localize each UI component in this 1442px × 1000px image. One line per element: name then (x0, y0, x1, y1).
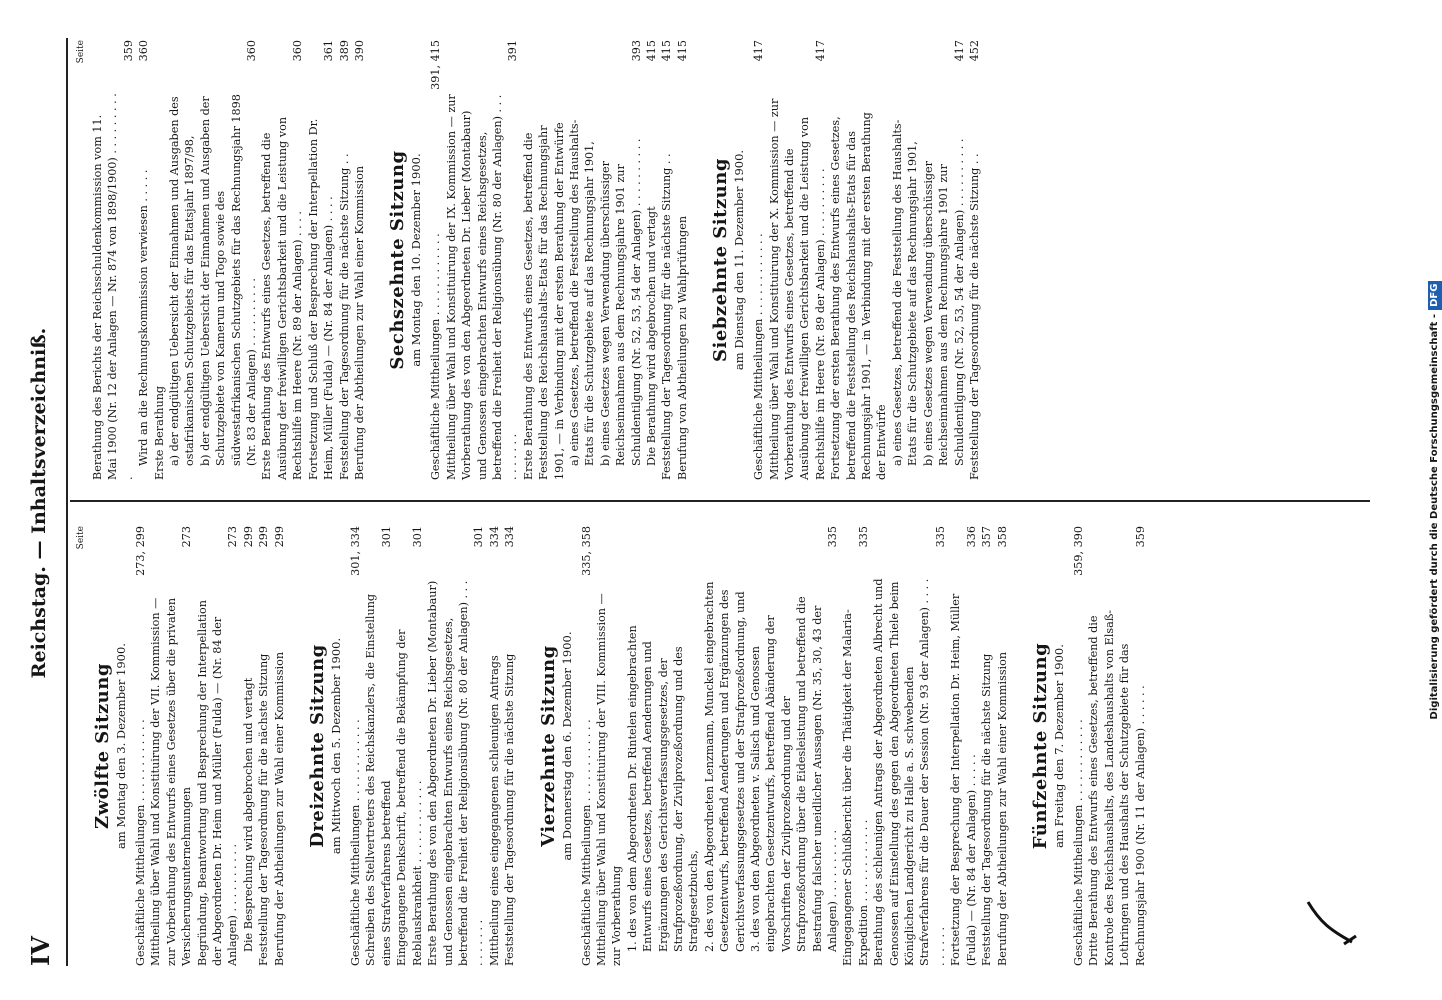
entry-page-number: 415 (675, 40, 689, 62)
entry-text: Geschäftliche Mittheilungen . . . . . . . . . . . . (429, 233, 443, 480)
entry-page-number: 391, 415 (429, 40, 443, 90)
toc-entry (136, 40, 151, 480)
toc-entry (1086, 526, 1148, 966)
entry-page-number: 335 (826, 526, 840, 548)
toc-entry (871, 526, 948, 966)
entry-text: b) eines Gesetzes wegen Verwendung überschüssiger Reichseinnahmen aus dem Rechnungsjahre 1901 zur Schuldentilgung (Nr. 52, 53, 54 der Anlagen) . . . . . . . . . . (921, 138, 966, 466)
entry-page-number: 301 (410, 526, 424, 548)
toc-entry (148, 526, 194, 966)
credit-text: Digitalisierung gefördert durch die Deutsche Forschungsgemeinschaft - (1429, 313, 1440, 720)
toc-entry (259, 40, 305, 480)
toc-entry (921, 40, 967, 480)
toc-entry (90, 40, 136, 480)
toc-entry (644, 40, 659, 480)
continued-entries (90, 40, 381, 480)
toc-entry (487, 526, 502, 966)
entry-text: Wird an die Rechnungskommission verwiesen . . . . . (137, 169, 151, 466)
entry-page-number: 334 (487, 526, 501, 548)
entry-text: Feststellung der Tagesordnung für die nächste Sitzung (503, 653, 517, 966)
entry-page-number: 334 (503, 526, 517, 548)
entry-text: 3. des von den Abgeordneten v. Salisch und Genossen eingebrachten Gesetzentwurfs, betreffend Abänderung der Vorschriften der Zivilprozeßordnung und der Strafprozeßordnung über die Eidesleistung und betreffend die Bestrafung falscher uneidlicher Aussagen (Nr. 35, 30, 43 der Anlagen) . . . . . . . . . . (749, 596, 840, 952)
entry-page-number: 393 (629, 40, 643, 62)
toc-entry (152, 40, 167, 480)
entry-text: Berufung der Abtheilungen zur Wahl einer Kommission (995, 651, 1009, 966)
digitization-credit (1408, 0, 1440, 1000)
entry-text: 1. des von dem Abgeordneten Dr. Rintelen eingebrachten Entwurfs eines Gesetzes, betreffend Aenderungen und Ergänzungen des Gerichtsverfassungsgesetzes, der Strafprozeßordnung, der Zivilprozeßordnung und des Strafgesetzbuchs, (625, 625, 701, 952)
toc-entry (567, 40, 598, 480)
entry-text: Die Berathung wird abgebrochen und vertagt (645, 206, 658, 466)
entry-text: a) eines Gesetzes, betreffend die Feststellung des Haushalts-Etats für die Schutzgebiete auf das Rechnungsjahr 1901, (890, 119, 920, 466)
page-number: IV (26, 936, 55, 966)
toc-entry (828, 40, 890, 480)
toc-entry (272, 526, 287, 966)
entry-text: Feststellung der Tagesordnung für die nächste Sitzung (980, 653, 994, 966)
session-block (307, 526, 531, 966)
entry-page-number: 452 (967, 40, 981, 62)
session-title: Vierzehnte Sitzung (537, 645, 559, 847)
entry-text: Mittheilung über Wahl und Konstituirung der IX. Kommission — zur Vorberathung des von den Abgeordneten Dr. Lieber (Montabaur) und Genossen eingebrachten Entwurfs eines Reichsgesetzes, betreffend die Freiheit der Religionsübung (Nr. 80 der Anlagen) . . . . . . . . . . (444, 94, 520, 480)
entry-text: b) der endgültigen Uebersicht der Einnahmen und Ausgaben der Schutzgebiete von Kamerun und Togo sowie des südwestafrikanischen Schutzgebiets für das Rechnungsjahr 1898 (Nr. 83 der Anlagen) . . . . . . . . . . (198, 94, 259, 466)
entry-page-number: 335 (933, 526, 947, 548)
toc-entry (675, 40, 690, 480)
session-date: am Mittwoch den 5. Dezember 1900. (329, 637, 344, 855)
entry-text: Berufung von Abtheilungen zu Wahlprüfungen (675, 215, 689, 480)
handwritten-check-mark (1300, 890, 1360, 950)
toc-entry (241, 526, 256, 966)
toc-entry (948, 526, 979, 966)
entry-text: Eingegangene Denkschrift, betreffend die Bekämpfung der Reblauskrankheit . . . . . . . . . . . . (395, 629, 424, 966)
entry-page-number: 335 (856, 526, 870, 548)
toc-entry (598, 40, 644, 480)
toc-entry (167, 40, 198, 480)
entry-page-number: 301, 334 (349, 526, 363, 576)
entry-page-number: 359, 390 (1071, 526, 1085, 576)
entry-page-number: 299 (257, 526, 271, 548)
entry-text: Berathung des Berichts der Reichsschuldenkommission vom 11. Mai 1900 (Nr. 12 der Anlagen — Nr. 874 von 1898/1900) . . . . . . . . . . (91, 93, 135, 480)
session-date: am Dienstag den 11. Dezember 1900. (732, 149, 747, 371)
session-block (92, 526, 301, 966)
entry-text: Feststellung der Tagesordnung für die nächste Sitzung (257, 653, 271, 966)
entry-text: Fortsetzung der ersten Berathung des Entwurfs eines Gesetzes, betreffend die Feststellung des Reichshaushalts-Etats für das Rechnungsjahr 1901, — in Verbindung mit der ersten Berathung der Entwürfe (829, 112, 889, 480)
toc-entry (751, 40, 766, 480)
toc-entry (306, 40, 337, 480)
toc-entry (625, 526, 702, 966)
entry-text: Fortsetzung und Schluß der Besprechung der Interpellation Dr. Heim, Müller (Fulda) — (Nr. 84 der Anlagen) . . . . (306, 118, 336, 480)
toc-entry (767, 40, 829, 480)
seite-label: Seite (76, 40, 86, 64)
toc-entry (195, 526, 241, 966)
entry-page-number: 273 (226, 526, 240, 548)
session-title: Dreizehnte Sitzung (307, 644, 329, 848)
header-rule (66, 38, 68, 966)
entry-text: Feststellung der Tagesordnung für die nächste Sitzung . . (337, 153, 351, 480)
entry-text: Feststellung der Tagesordnung für die nächste Sitzung . . (660, 153, 674, 480)
entry-text: Erste Berathung (152, 385, 166, 480)
entry-page-number: 301 (472, 526, 486, 548)
entry-page-number: 336 (964, 526, 978, 548)
session-title: Fünfzehnte Sitzung (1029, 642, 1051, 850)
entry-page-number: 360 (137, 40, 151, 62)
seite-label: Seite (76, 526, 86, 550)
entry-text: Dritte Berathung des Entwurfs eines Gesetzes, betreffend die Kontrole des Reichshaushalts, des Landeshaushalts von Elsaß-Lothringen und des Haushalts der Schutzgebiete für das Rechnungsjahr 1900 (Nr. 11 der Anlagen) . . . . . . (1087, 609, 1147, 966)
entry-page-number: 390 (352, 40, 366, 62)
session-date: am Montag den 10. Dezember 1900. (409, 153, 424, 367)
session-block (1030, 526, 1162, 966)
toc-entry (428, 40, 443, 480)
right-column (76, 40, 996, 480)
toc-entry (394, 526, 425, 966)
entry-text: Begründung, Beantwortung und Besprechung der Interpellation der Abgeordneten Dr. Heim und Müller (Fulda) — (Nr. 84 der Anlagen) . . . . . . . . . . (195, 600, 240, 966)
toc-entry (1071, 526, 1086, 966)
toc-entry (256, 526, 271, 966)
entry-text: Geschäftliche Mittheilungen . . . . . . . . . . . . (579, 719, 593, 966)
entry-page-number: 359 (121, 40, 135, 62)
entry-page-number: 335, 358 (579, 526, 593, 576)
entry-text: Mittheilung über Wahl und Konstituirung der X. Kommission — zur Vorberathung des Entwurfs eines Gesetzes, betreffend die Ausübung der freiwilligen Gerichtsbarkeit und die Leistung von Rechtshilfe im Heere (Nr. 89 der Anlagen) . . . . . . . . . . (767, 98, 827, 480)
entry-page-number: 361 (322, 40, 336, 62)
entry-text: Berathung des schleunigen Antrags der Abgeordneten Albrecht und Genossen auf Einstellung des gegen den Abgeordneten Thiele beim Königlichen Landgericht zu Halle a. S. schwebenden Strafverfahrens für die Dauer der Session (Nr. 93 der Anlagen) . . . . . . . . . . (872, 578, 947, 966)
toc-entry (659, 40, 674, 480)
entry-text: a) der endgültigen Uebersicht der Einnahmen und Ausgaben des ostafrikanischen Schutzgebiets für das Etatsjahr 1897/98, (168, 96, 197, 466)
toc-entry (521, 40, 567, 480)
toc-entry (702, 526, 748, 966)
entry-page-number: 299 (272, 526, 286, 548)
entry-text: Erste Berathung des von den Abgeordneten Dr. Lieber (Montabaur) und Genossen eingebrachten Entwurfs eines Reichsgesetzes, betreffend die Freiheit der Religionsübung (Nr. 80 der Anlagen) . . . . . . . . . . (426, 580, 486, 966)
entry-text: Geschäftliche Mittheilungen . . . . . . . . . . . . (134, 719, 147, 966)
toc-entry (840, 526, 871, 966)
entry-page-number: 359 (1133, 526, 1147, 548)
entry-text: Berufung der Abtheilungen zur Wahl einer Kommission (272, 651, 286, 966)
entry-text: Geschäftliche Mittheilungen . . . . . . . . . . . . (1071, 719, 1085, 966)
entry-text: Feststellung der Tagesordnung für die nächste Sitzung . . (967, 153, 981, 480)
entry-text: a) eines Gesetzes, betreffend die Feststellung des Haushalts-Etats für die Schutzgebiete auf das Rechnungsjahr 1901, (567, 119, 597, 466)
toc-entry (337, 40, 352, 480)
entry-page-number: 358 (995, 526, 1009, 548)
entry-page-number: 360 (245, 40, 259, 62)
entry-text: Fortsetzung der Besprechung der Interpellation Dr. Heim, Müller (Fulda) — (Nr. 84 der Anlagen) . . . . . (949, 593, 978, 966)
entry-text: Eingegangener Schlußbericht über die Thätigkeit der Malaria-Expedition . . . . . . . . . . . . (841, 609, 870, 966)
entry-page-number: 360 (291, 40, 305, 62)
toc-entry (995, 526, 1010, 966)
left-column (76, 526, 1162, 966)
entry-page-number: 391 (506, 40, 520, 62)
entry-text: Geschäftliche Mittheilungen . . . . . . . . . . . . (349, 719, 363, 966)
entry-page-number: 273 (180, 526, 194, 548)
entry-text: Erste Berathung des Entwurfs eines Gesetzes, betreffend die Feststellung des Reichshaushalts-Etats für das Rechnungsjahr 1901, — in Verbindung mit der ersten Berathung der Entwürfe (521, 122, 566, 480)
toc-entry (198, 40, 260, 480)
session-title: Zwölfte Sitzung (92, 663, 113, 829)
entry-text: Berufung der Abtheilungen zur Wahl einer Kommission (352, 165, 366, 480)
toc-entry (979, 526, 994, 966)
entry-text: Mittheilung über Wahl und Konstituirung der VIII. Kommission — zur Vorberathung (594, 593, 624, 966)
session-date: am Montag den 3. Dezember 1900. (114, 643, 128, 849)
session-date: am Donnerstag den 6. Dezember 1900. (559, 631, 574, 861)
entry-page-number: 357 (980, 526, 994, 548)
entry-page-number: 273, 299 (134, 526, 147, 576)
entry-text: Die Besprechung wird abgebrochen und vertagt (241, 677, 255, 952)
entry-text: Schreiben des Stellvertreters des Reichskanzlers, die Einstellung eines Strafverfahrens betreffend (364, 593, 393, 966)
toc-entry (444, 40, 521, 480)
entry-page-number: 417 (813, 40, 827, 62)
entry-page-number: 389 (337, 40, 351, 62)
entry-page-number: 415 (660, 40, 674, 62)
entry-text: 2. des von den Abgeordneten Lenzmann, Munckel eingebrachten Gesetzentwurfs, betreffend Aenderungen und Ergänzungen des Gerichtsverfassungsgesetzes und der Strafprozeßordnung, und (702, 581, 747, 952)
toc-entry (594, 526, 625, 966)
toc-entry (502, 526, 517, 966)
toc-entry (352, 40, 367, 480)
entry-text: Mittheilung eines eingegangenen schleunigen Antrags (487, 655, 501, 966)
toc-entry (133, 526, 148, 966)
session-title: Siebzehnte Sitzung (710, 158, 732, 362)
toc-entry (967, 40, 982, 480)
column-divider (70, 500, 1370, 502)
session-block (710, 40, 996, 480)
dfg-logo: DFG (1428, 281, 1442, 310)
toc-entry (363, 526, 394, 966)
toc-entry (748, 526, 840, 966)
entry-text: Erste Berathung des Entwurfs eines Gesetzes, betreffend die Ausübung der freiwilligen Gerichtsbarkeit und die Leistung von Rechtshilfe im Heere (Nr. 89 der Anlagen) . . . . (260, 116, 305, 480)
session-title: Sechszehnte Sitzung (387, 150, 409, 370)
entry-text: Mittheilung über Wahl und Konstituirung der VII. Kommission — zur Vorberathung des Entwurfs eines Gesetzes über die privaten Versicherungsunternehmungen (149, 597, 194, 966)
session-date: am Freitag den 7. Dezember 1900. (1051, 644, 1066, 848)
entry-text: b) eines Gesetzes wegen Verwendung überschüssiger Reichseinnahmen aus dem Rechnungsjahre 1901 zur Schuldentilgung (Nr. 52, 53, 54 der Anlagen) . . . . . . . . . . (598, 138, 643, 466)
entry-page-number: 417 (752, 40, 766, 62)
page-title: Reichstag. — Inhaltsverzeichniß. (28, 327, 50, 679)
entry-page-number: 415 (645, 40, 658, 62)
entry-page-number: 417 (952, 40, 966, 62)
toc-entry (579, 526, 594, 966)
toc-entry (348, 526, 363, 966)
entry-page-number: 301 (379, 526, 393, 548)
toc-entry (890, 40, 921, 480)
page-header (22, 40, 62, 966)
session-block (538, 526, 1024, 966)
entry-page-number: 299 (241, 526, 255, 548)
session-block (387, 40, 704, 480)
toc-entry (425, 526, 487, 966)
entry-text: Geschäftliche Mittheilungen . . . . . . . . . . . . (752, 233, 766, 480)
